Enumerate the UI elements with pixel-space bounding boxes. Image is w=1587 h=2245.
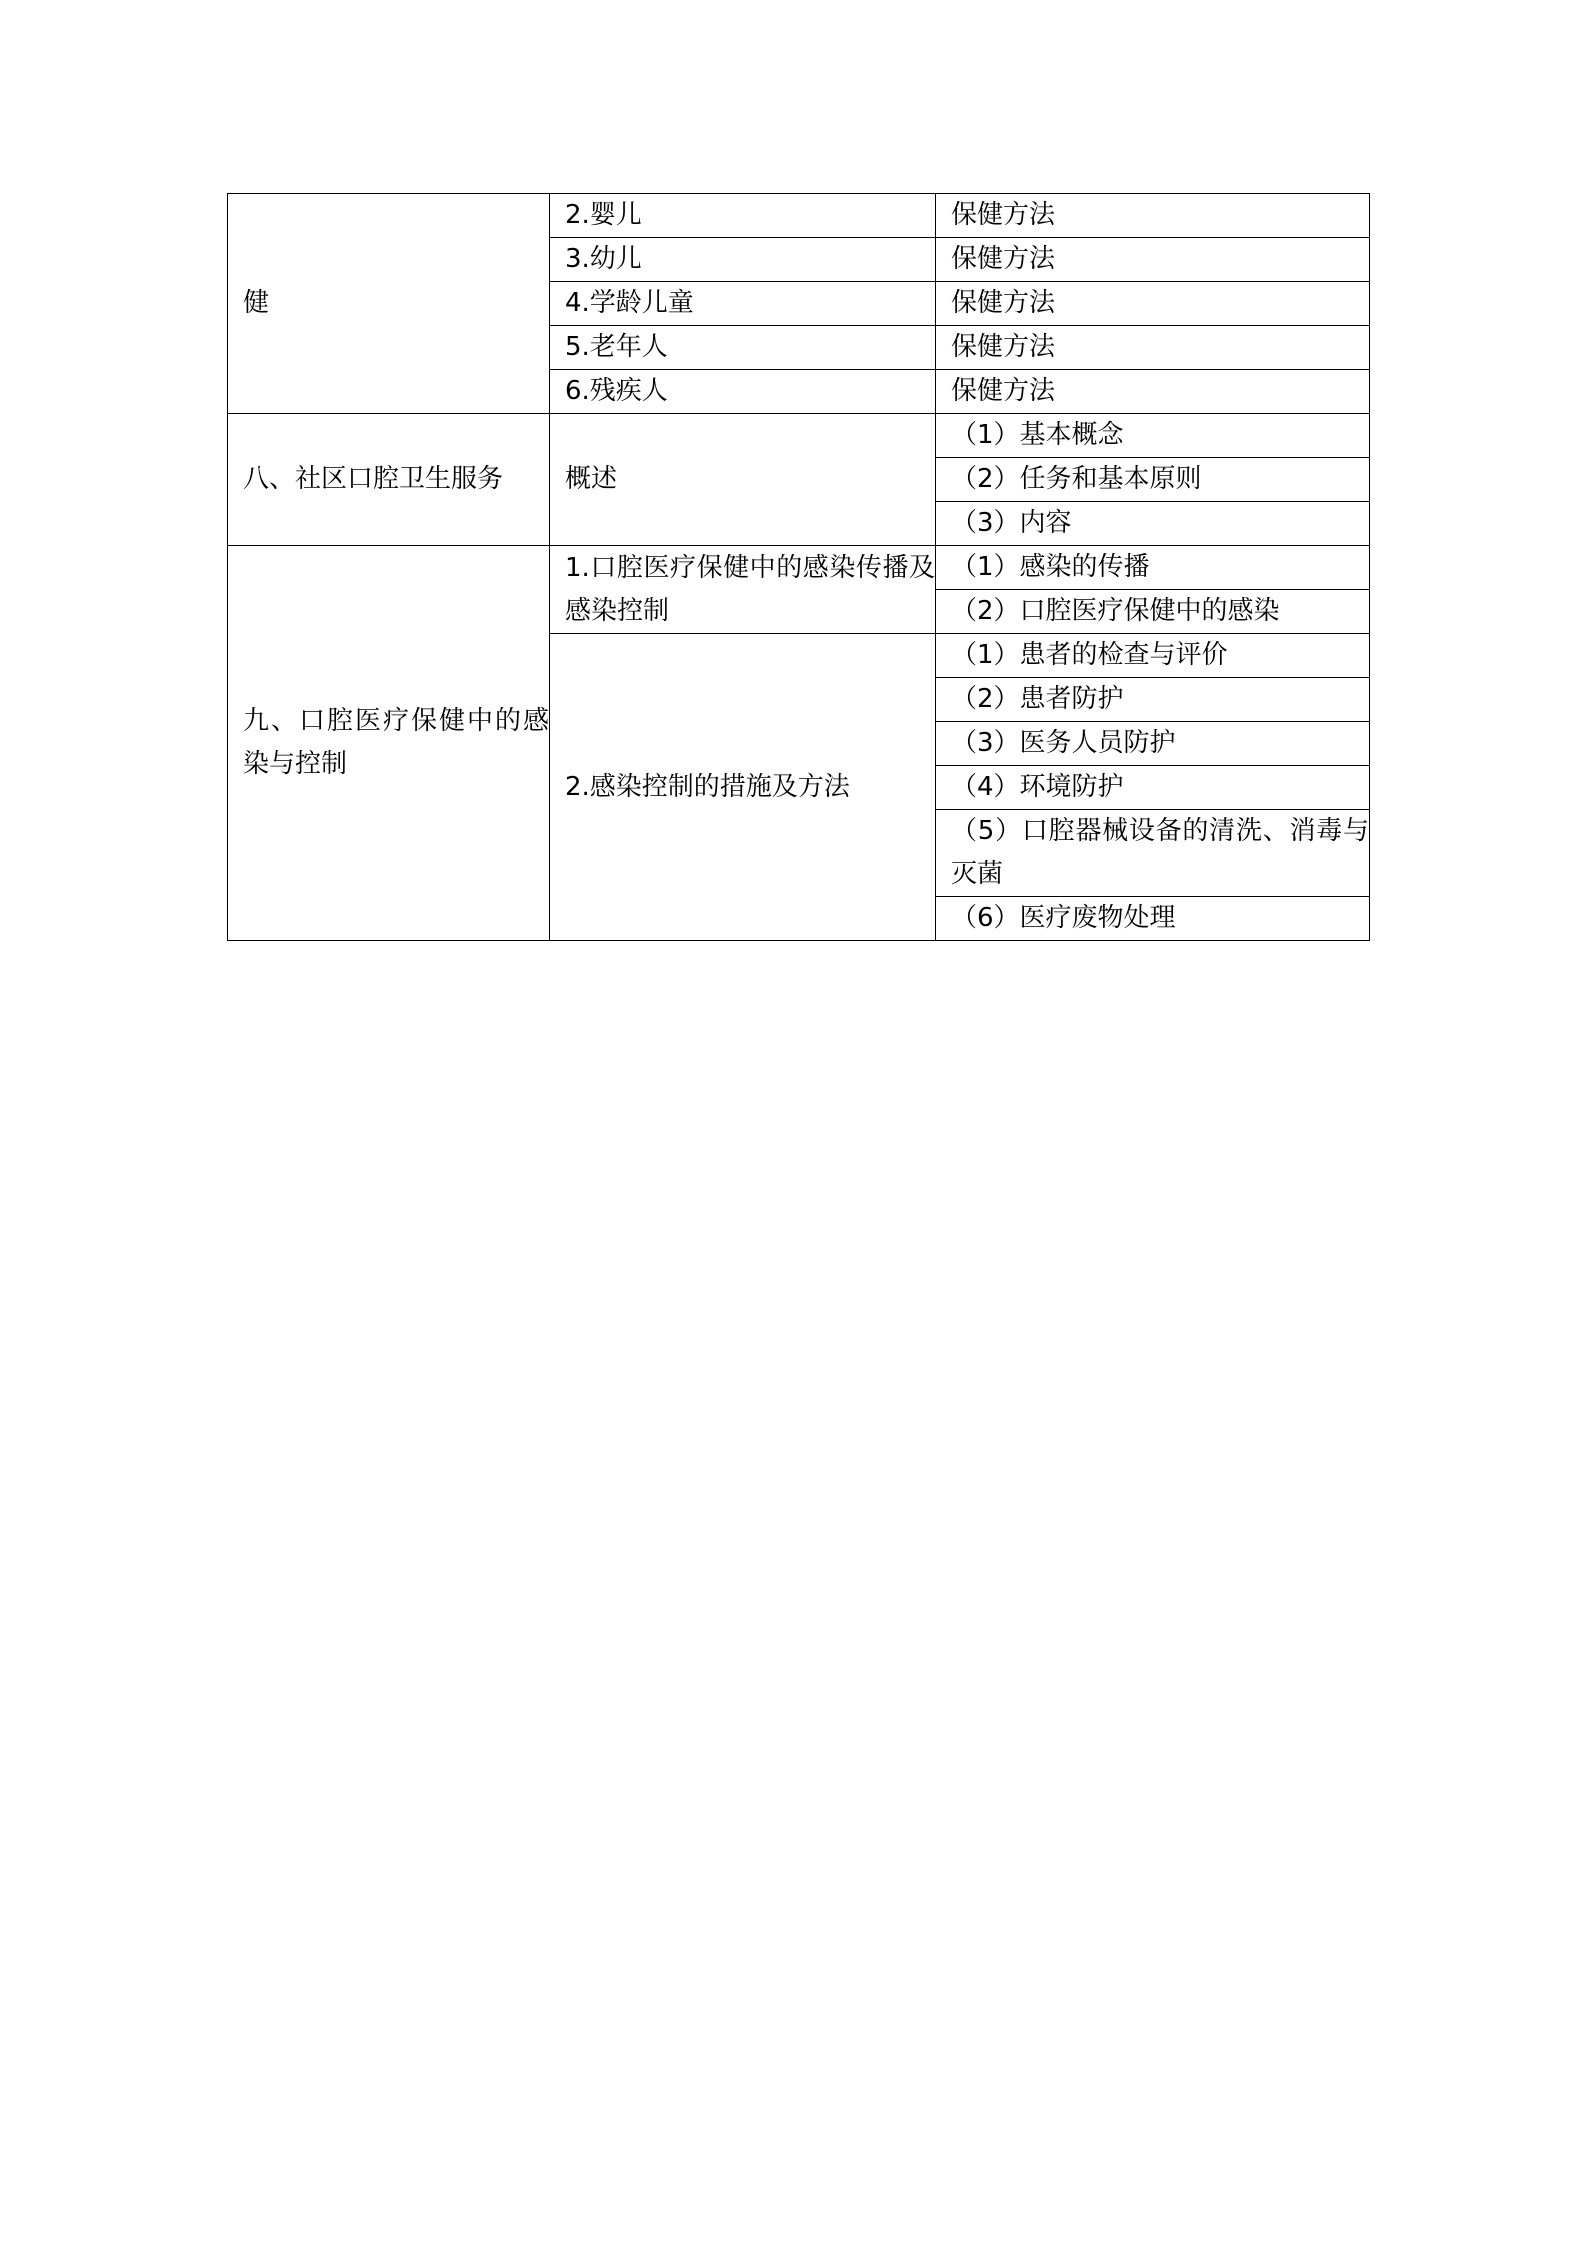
- table-row: [228, 546, 1370, 590]
- topic-cell: 概述: [550, 414, 936, 546]
- detail-cell: （5）口腔器械设备的清洗、消毒与灭菌: [936, 810, 1370, 897]
- topic-cell: 4.学龄儿童: [550, 282, 936, 326]
- table-row: [228, 414, 1370, 458]
- detail-cell: （2）患者防护: [936, 678, 1370, 722]
- section-cell: 八、社区口腔卫生服务: [228, 414, 550, 546]
- topic-cell: 6.残疾人: [550, 370, 936, 414]
- detail-cell: 保健方法: [936, 238, 1370, 282]
- topic-cell: 2.婴儿: [550, 194, 936, 238]
- detail-cell: （4）环境防护: [936, 766, 1370, 810]
- detail-cell: （2）任务和基本原则: [936, 458, 1370, 502]
- topic-cell: 1.口腔医疗保健中的感染传播及感染控制: [550, 546, 936, 634]
- detail-cell: （6）医疗废物处理: [936, 897, 1370, 941]
- detail-cell: 保健方法: [936, 370, 1370, 414]
- detail-cell: 保健方法: [936, 282, 1370, 326]
- topic-cell: 5.老年人: [550, 326, 936, 370]
- detail-cell: （3）医务人员防护: [936, 722, 1370, 766]
- detail-cell: 保健方法: [936, 194, 1370, 238]
- syllabus-table: [227, 193, 1370, 941]
- topic-cell: 2.感染控制的措施及方法: [550, 634, 936, 941]
- detail-cell: （2）口腔医疗保健中的感染: [936, 590, 1370, 634]
- detail-cell: 保健方法: [936, 326, 1370, 370]
- detail-cell: （1）患者的检查与评价: [936, 634, 1370, 678]
- section-cell: 九、口腔医疗保健中的感染与控制: [228, 546, 550, 941]
- detail-cell: （1）感染的传播: [936, 546, 1370, 590]
- section-cell: 健: [228, 194, 550, 414]
- topic-cell: 3.幼儿: [550, 238, 936, 282]
- table-row: [228, 194, 1370, 238]
- detail-cell: （3）内容: [936, 502, 1370, 546]
- detail-cell: （1）基本概念: [936, 414, 1370, 458]
